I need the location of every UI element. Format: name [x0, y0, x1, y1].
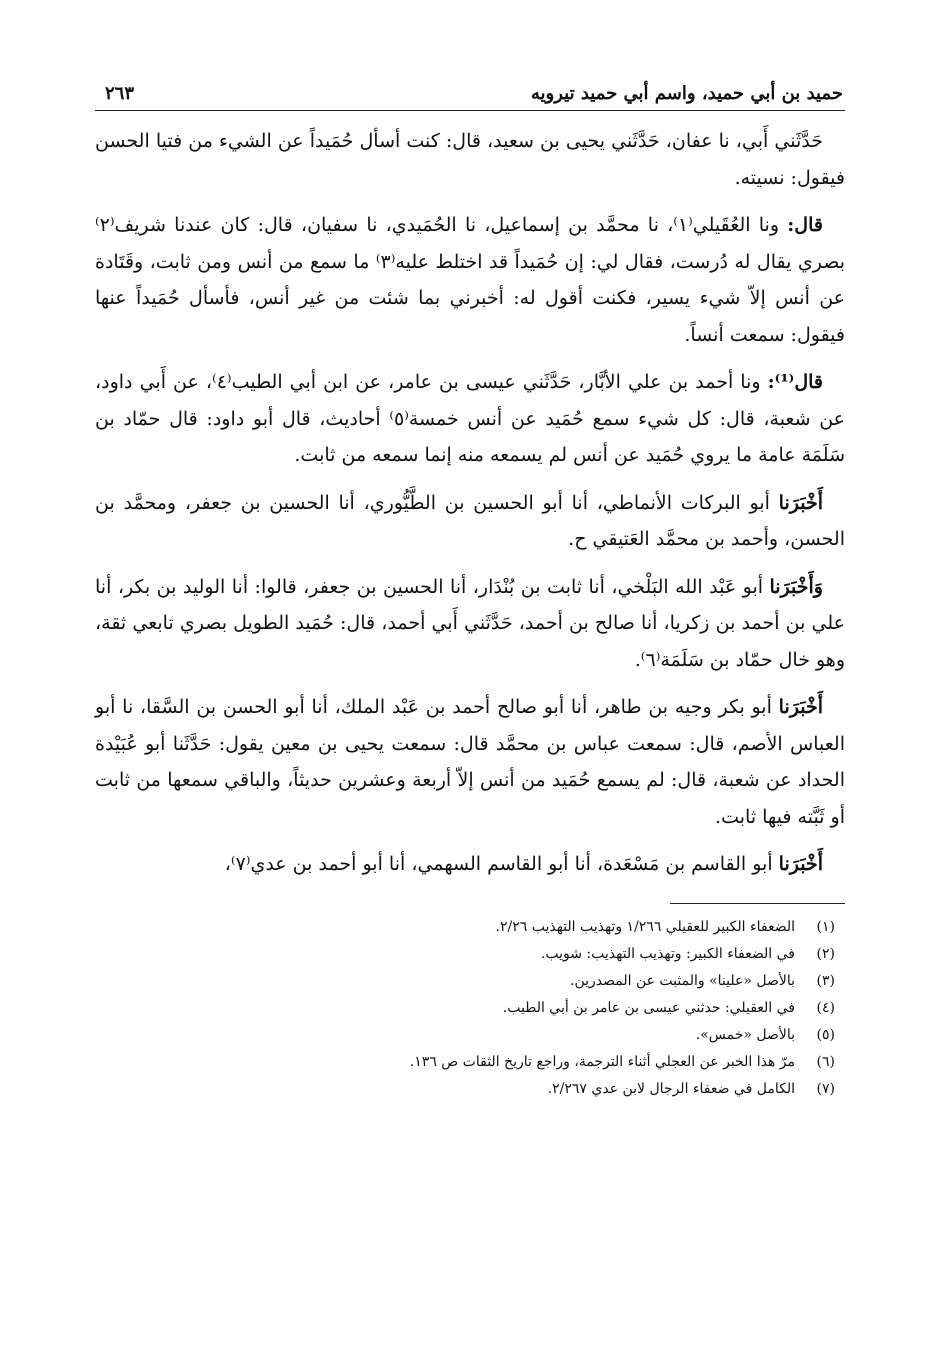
footnote-text: مرّ هذا الخبر عن العجلي أثناء الترجمة، وراجع تاريخ الثقات ص ١٣٦. [409, 1053, 795, 1070]
footnote-text: الضعفاء الكبير للعقيلي ١/٢٦٦ وتهذيب التهذيب ٢/٢٦. [495, 918, 795, 935]
footnote [95, 968, 835, 995]
paragraph [95, 364, 845, 474]
paragraph-lead: أَخْبَرَنا [778, 696, 823, 718]
main-text [95, 123, 845, 883]
paragraph [95, 689, 845, 835]
paragraph [95, 846, 845, 883]
paragraph-lead: قال⁽¹⁾: [767, 371, 823, 393]
paragraph-text: حَدَّثَني أَبي، نا عفان، حَدَّثَني يحيى بن سعيد، قال: كنت أسأل حُمَيداً عن الشيء من فتيا الحسن فيقول: نسيته. [95, 130, 845, 189]
footnote-number: (٢) [816, 945, 835, 962]
paragraph [95, 207, 845, 353]
footnote-text: في العقيلي: حدثني عيسى بن عامر بن أبي الطيب. [502, 999, 795, 1016]
paragraph-lead: أَخْبَرَنا [778, 491, 823, 514]
footnote-divider [670, 903, 845, 904]
footnote [95, 1022, 835, 1049]
footnote-number: (٤) [816, 999, 835, 1016]
footnote-number: (٥) [816, 1026, 835, 1043]
page-number: ٢٦٣ [105, 83, 135, 104]
paragraph-text: ونا أحمد بن علي الأبَّار، حَدَّثَني عيسى بن عامر، عن ابن أبي الطيب⁽٤⁾، عن أَبي داود، عن شعبة، قال: كل شيء سمع حُمَيد عن أنس خمسة⁽٥⁾ أحاديث، قال أبو داود: قال حمّاد بن سَلَمَة عامة ما يروي حُمَيد عن أنس لم يسمعه منه إنما سمعه من ثابت. [95, 371, 845, 466]
paragraph-text: أبو البركات الأنماطي، أنا أبو الحسين بن الطَّيُّوري، أنا الحسين بن جعفر، ومحمَّد بن الحسن، وأحمد بن محمَّد العَتيقي ح. [95, 491, 845, 550]
paragraph [95, 123, 845, 196]
footnote [95, 995, 835, 1022]
paragraph-lead: وَأَخْبَرَنا [769, 575, 823, 598]
footnotes [95, 914, 845, 1103]
footnote-text: بالأصل «خمس». [695, 1026, 795, 1043]
paragraph [95, 485, 845, 558]
paragraph-text: أبو القاسم بن مَسْعَدة، أنا أبو القاسم السهمي، أنا أبو أحمد بن عدي⁽٧⁾، [224, 853, 773, 875]
footnote-number: (٧) [816, 1080, 835, 1097]
paragraph-text: أبو بكر وجيه بن طاهر، أنا أبو صالح أحمد بن عَبْد الملك، أنا أبو الحسن بن السَّقا، نا أبو العباس الأصم، قال: سمعت عباس بن محمَّد قال: سمعت يحيى بن معين يقول: حَدَّثَنا أبو عُبَيْدة الحداد عن شعبة، قال: لم يسمع حُمَيد من أنس إلاّ أربعة وعشرين حديثاً، والباقي سمعها من ثابت أو ثَبَّته فيها ثابت. [95, 696, 845, 828]
footnote [95, 1049, 835, 1076]
footnote-text: الكامل في ضعفاء الرجال لابن عدي ٢/٢٦٧. [547, 1080, 795, 1097]
footnote-number: (٦) [816, 1053, 835, 1070]
footnote [95, 941, 835, 968]
paragraph-text: أبو عَبْد الله البَلْخي، أنا ثابت بن بُنْدَار، أنا الحسين بن جعفر، قالوا: أنا الوليد بن بكر، أنا علي بن أحمد بن زكريا، أنا صالح بن أحمد، حَدَّثَني أَبي أحمد، قال: حُمَيد الطويل بصري تابعي ثقة، وهو خال حمّاد بن سَلَمَة⁽٦⁾. [95, 575, 845, 671]
book-page [95, 60, 845, 1103]
footnote [95, 914, 835, 941]
footnote-text: بالأصل «علينا» والمثبت عن المصدرين. [570, 972, 795, 989]
paragraph-lead: قال: [787, 214, 823, 236]
running-title: حميد بن أبي حميد، واسم أبي حميد تيرويه [530, 83, 843, 104]
footnote [95, 1076, 835, 1103]
footnote-text: في الضعفاء الكبير: وتهذيب التهذيب: شويب. [540, 945, 795, 962]
paragraph [95, 569, 845, 679]
page-header [95, 60, 845, 111]
paragraph-text: ونا العُقَيلي⁽١⁾، نا محمَّد بن إسماعيل، نا الحُمَيدي، نا سفيان، قال: كان عندنا شريف⁽٢⁾ بصري يقال له دُرست، فقال لي: إن حُمَيداً قد اختلط عليه⁽٣⁾ ما سمع من أنس ومن ثابت، وقَتَادة عن أنس إلاّ شيء يسير، فكنت أقول له: أخبرني بما شئت من غير أنس، فأسأل حُمَيداً عنها فيقول: سمعت أنساً. [95, 214, 845, 346]
footnote-number: (٣) [816, 972, 835, 989]
footnote-number: (١) [816, 918, 835, 935]
paragraph-lead: أَخْبَرَنا [778, 853, 823, 875]
